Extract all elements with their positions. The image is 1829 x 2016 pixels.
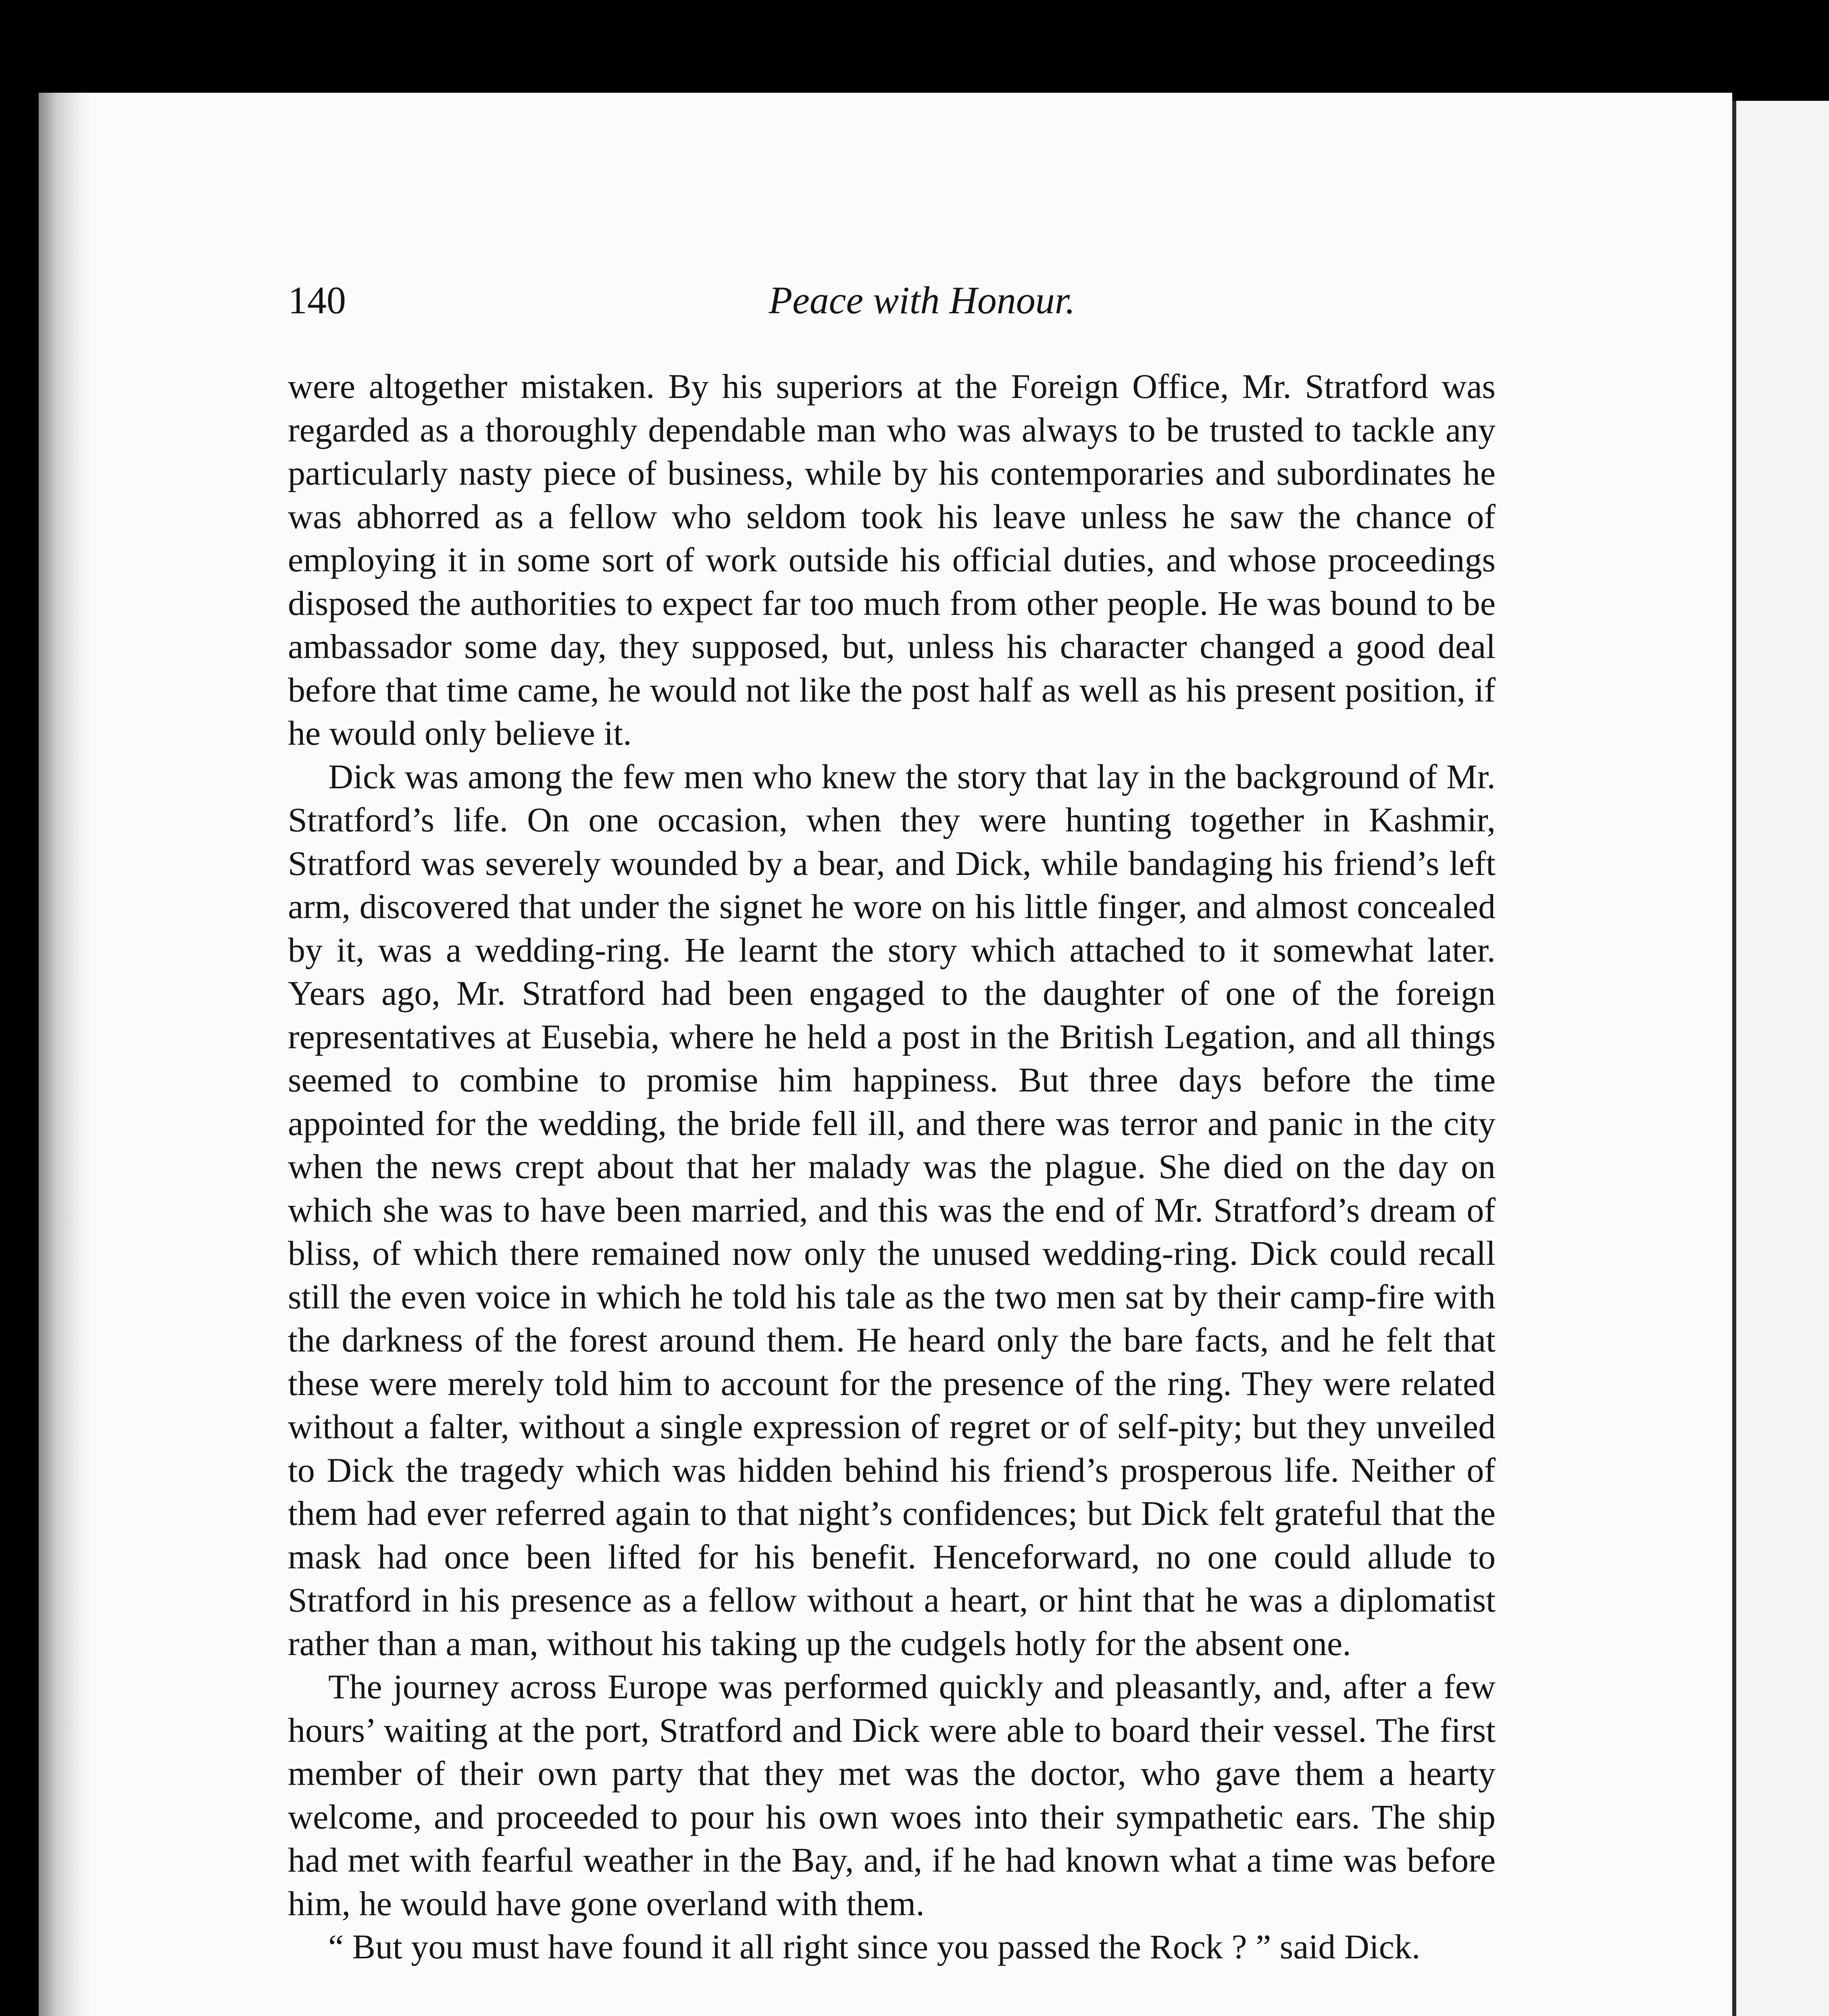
body-text	[288, 365, 1496, 1969]
gutter-shadow	[39, 93, 91, 2016]
paragraph: “ But you must have found it all right since you passed the Rock ? ” said Dick.	[328, 1927, 1421, 1966]
paragraph: Dick was among the few men who knew the story that lay in the background of Mr. Stratford’s life. On one occasion, when they were hunting together in Kashmir, Stratford was severely wounded by a bear, and Dick, while bandaging his friend’s left arm, discovered that under the signet he wore on his little finger, and almost concealed by it, was a wedding-ring. He learnt the story which attached to it somewhat later. Years ago, Mr. Stratford had been engaged to the daughter of one of the foreign representatives at Eusebia, where he held a post in the British Legation, and all things seemed to combine to promise him happiness. But three days before the time appointed for the wedding, the bride fell ill, and there was terror and panic in the city when the news crept about that her malady was the plague. She died on the day on which she was to have been married, and this was the end of Mr. Stratford’s dream of bliss, of which there remained now only the unused wedding-ring. Dick could recall still the even voice in which he told his tale as the two men sat by their camp-fire with the darkness of the forest around them. He heard only the bare facts, and he felt that these were merely told him to account for the presence of the ring. They were related without a falter, without a single expression of regret or of self-pity; but they unveiled to Dick the tragedy which was hidden behind his friend’s prosperous life. Neither of them had ever referred again to that night’s confidences; but Dick felt grateful that the mask had once been lifted for his benefit. Henceforward, no one could allude to Stratford in his presence as a fellow without a heart, or hint that he was a diplomatist rather than a man, without his taking up the cudgels hotly for the absent one.	[288, 757, 1496, 1663]
running-head: Peace with Honour.	[769, 279, 1075, 322]
paragraph: were altogether mistaken. By his superiors at the Foreign Office, Mr. Stratford was regarded as a thoroughly dependable man who was always to be trusted to tackle any particularly nasty piece of business, while by his contemporaries and subordinates he was abhorred as a fellow who seldom took his leave unless he saw the chance of employing it in some sort of work outside his official duties, and whose proceedings disposed the authorities to expect far too much from other people. He was bound to be ambassador some day, they supposed, but, unless his character changed a good deal before that time came, he would not like the post half as well as his present position, if he would only believe it.	[288, 367, 1496, 752]
paragraph: The journey across Europe was performed quickly and pleasantly, and, after a few hours’ waiting at the port, Stratford and Dick were able to board their vessel. The first member of their own party that they met was the doctor, who gave them a hearty welcome, and proceeded to pour his own woes into their sympathetic ears. The ship had met with fearful weather in the Bay, and, if he had known what a time was before him, he would have gone overland with them.	[288, 1667, 1496, 1923]
book-page	[39, 93, 1732, 2016]
page-number: 140	[288, 279, 346, 322]
adjacent-page-edge	[1732, 101, 1829, 2016]
page-header	[288, 185, 1496, 331]
